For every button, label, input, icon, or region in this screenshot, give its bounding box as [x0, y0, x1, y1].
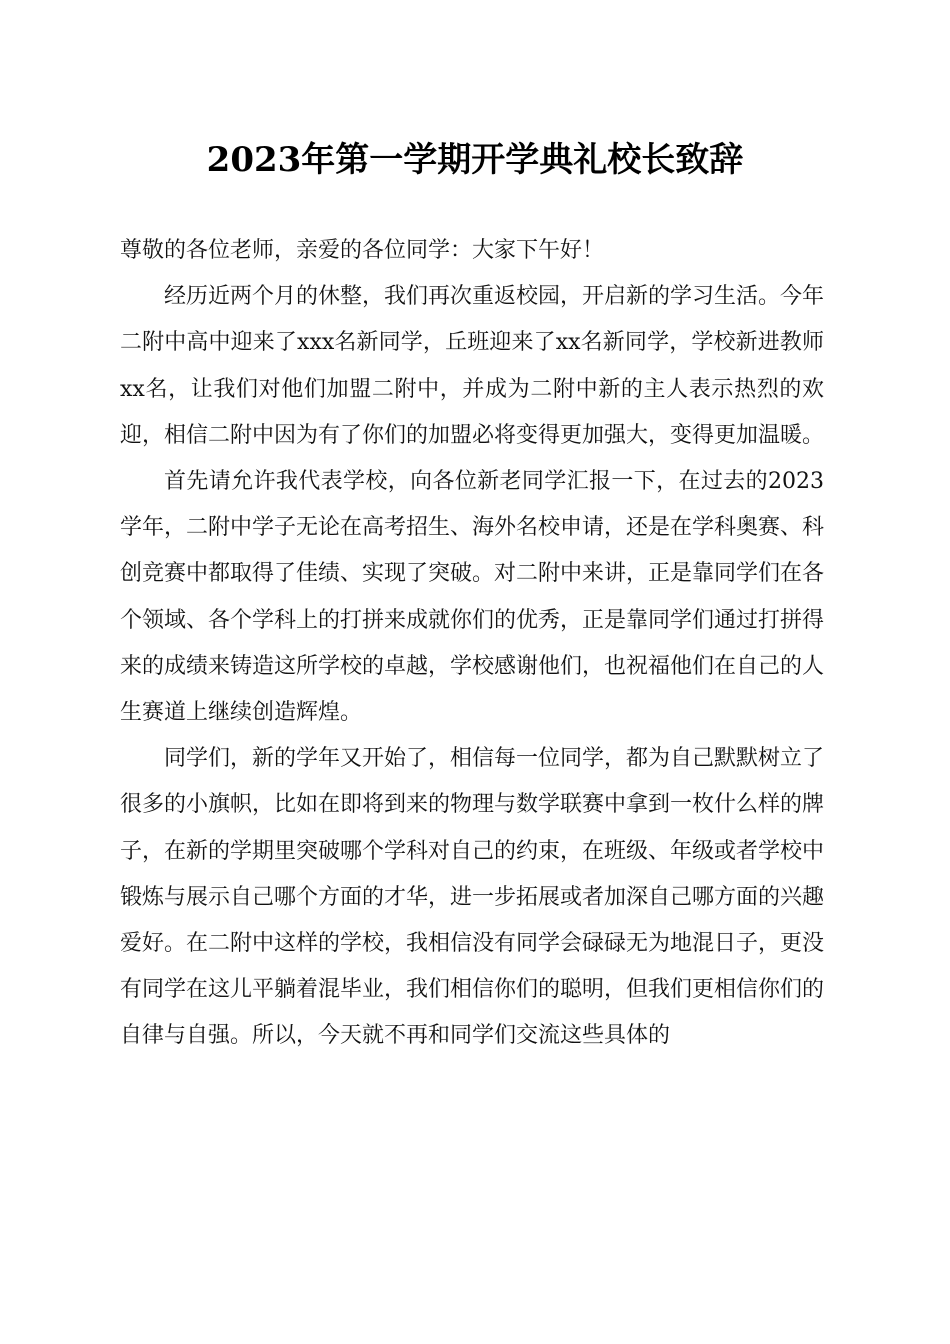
- document-title: 2023年第一学期开学典礼校长致辞: [206, 140, 744, 180]
- paragraph-2: 首先请允许我代表学校，向各位新老同学汇报一下，在过去的2023学年，二附中学子无论在高考招生、海外名校申请，还是在学科奥赛、科创竞赛中都取得了佳绩、实现了突破。对二附中来讲，正是靠同学们在各个领域、各个学科上的打拼来成就你们的优秀，正是靠同学们通过打拼得来的成绩来铸造这所学校的卓越，学校感谢他们，也祝福他们在自己的人生赛道上继续创造辉煌。: [120, 469, 825, 726]
- greeting-line: 尊敬的各位老师，亲爱的各位同学：大家下午好！: [120, 238, 605, 263]
- paragraph-1: 经历近两个月的休整，我们再次重返校园，开启新的学习生活。今年二附中高中迎来了xxx名新同学，丘班迎来了xx名新同学，学校新进教师xx名，让我们对他们加盟二附中，并成为二附中新的主人表示热烈的欢迎，相信二附中因为有了你们的加盟必将变得更加强大，变得更加温暖。: [120, 284, 825, 448]
- paragraph-3: 同学们，新的学年又开始了，相信每一位同学，都为自己默默树立了很多的小旗帜，比如在即将到来的物理与数学联赛中拿到一枚什么样的牌子，在新的学期里突破哪个学科对自己的约束，在班级、年级或者学校中锻炼与展示自己哪个方面的才华，进一步拓展或者加深自己哪方面的兴趣爱好。在二附中这样的学校，我相信没有同学会碌碌无为地混日子，更没有同学在这儿平躺着混毕业，我们相信你们的聪明，但我们更相信你们的自律与自强。所以，今天就不再和同学们交流这些具体的: [120, 746, 825, 1049]
- document-body: [120, 228, 824, 1060]
